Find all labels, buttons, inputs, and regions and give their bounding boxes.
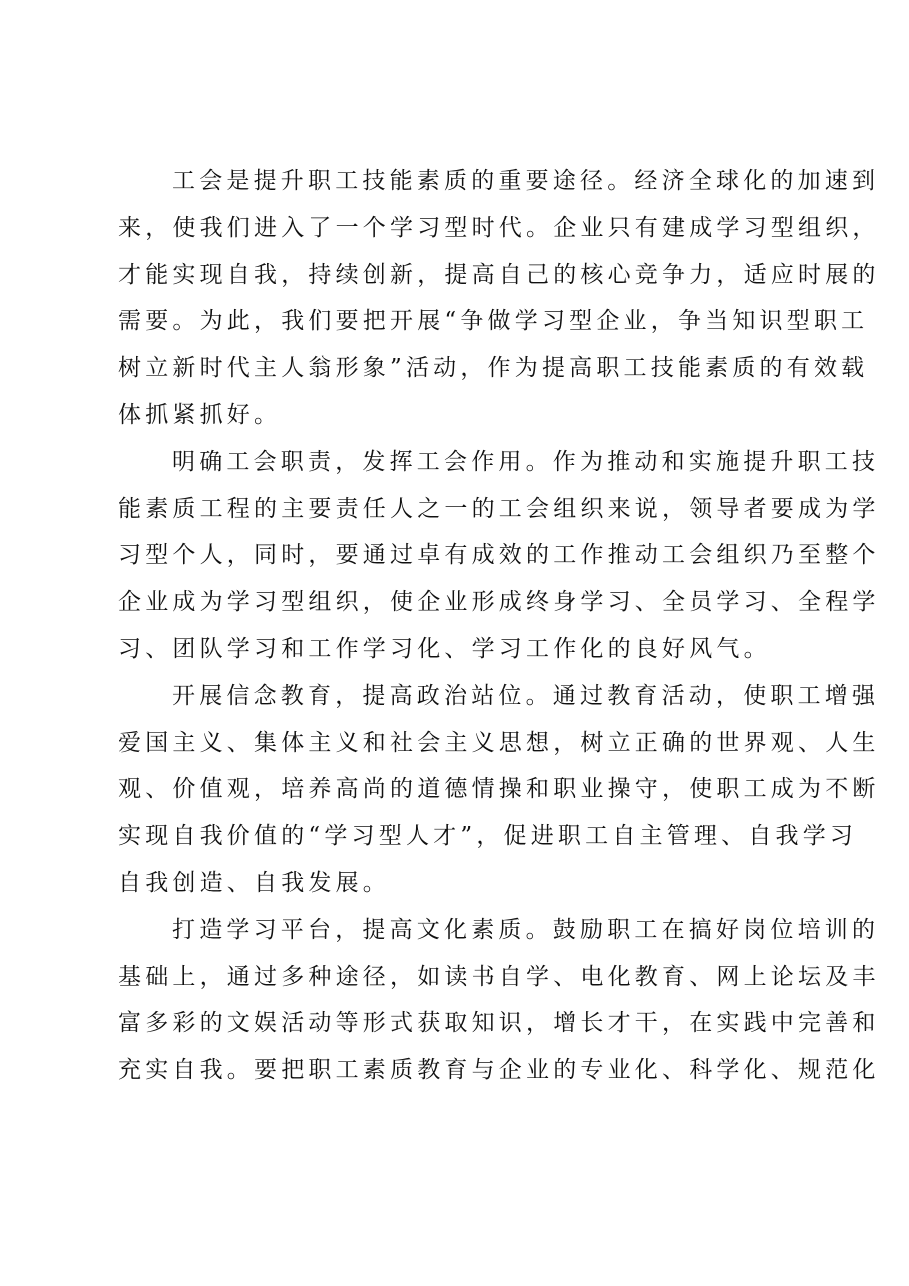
document-body	[118, 158, 880, 1094]
paragraph-3	[118, 673, 880, 907]
text-line: 体抓紧抓好。	[118, 401, 282, 428]
text-line: 爱国主义、集体主义和社会主义思想，树立正确的世界观、人生	[118, 729, 880, 756]
text-line: 习型个人，同时，要通过卓有成效的工作推动工会组织乃至整个	[118, 542, 880, 569]
text-line: 需要。为此，我们要把开展“争做学习型企业，争当知识型职工	[118, 308, 869, 335]
text-line: 打造学习平台，提高文化素质。鼓励职工在搞好岗位培训的	[172, 916, 880, 943]
text-line: 明确工会职责，发挥工会作用。作为推动和实施提升职工技	[172, 448, 880, 475]
paragraph-2	[118, 439, 880, 673]
text-line: 自我创造、自我发展。	[118, 869, 390, 896]
text-line: 基础上，通过多种途径，如读书自学、电化教育、网上论坛及丰	[118, 963, 880, 990]
text-line: 实现自我价值的“学习型人才”，促进职工自主管理、自我学习	[118, 823, 858, 850]
text-line: 企业成为学习型组织，使企业形成终身学习、全员学习、全程学	[118, 589, 880, 616]
text-line: 树立新时代主人翁形象”活动，作为提高职工技能素质的有效载	[118, 355, 869, 382]
text-line: 能素质工程的主要责任人之一的工会组织来说，领导者要成为学	[118, 495, 880, 522]
text-line: 开展信念教育，提高政治站位。通过教育活动，使职工增强	[172, 682, 880, 709]
text-line: 观、价值观，培养高尚的道德情操和职业操守，使职工成为不断	[118, 776, 880, 803]
paragraph-4	[118, 907, 880, 1094]
text-line: 才能实现自我，持续创新，提高自己的核心竞争力，适应时展的	[118, 261, 880, 288]
text-line: 充实自我。要把职工素质教育与企业的专业化、科学化、规范化	[118, 1057, 880, 1084]
text-line: 工会是提升职工技能素质的重要途径。经济全球化的加速到	[172, 168, 880, 194]
text-line: 习、团队学习和工作学习化、学习工作化的良好风气。	[118, 635, 771, 662]
text-line: 来，使我们进入了一个学习型时代。企业只有建成学习型组织，	[118, 214, 880, 241]
text-line: 富多彩的文娱活动等形式获取知识，增长才干，在实践中完善和	[118, 1010, 880, 1037]
paragraph-1	[118, 158, 880, 439]
